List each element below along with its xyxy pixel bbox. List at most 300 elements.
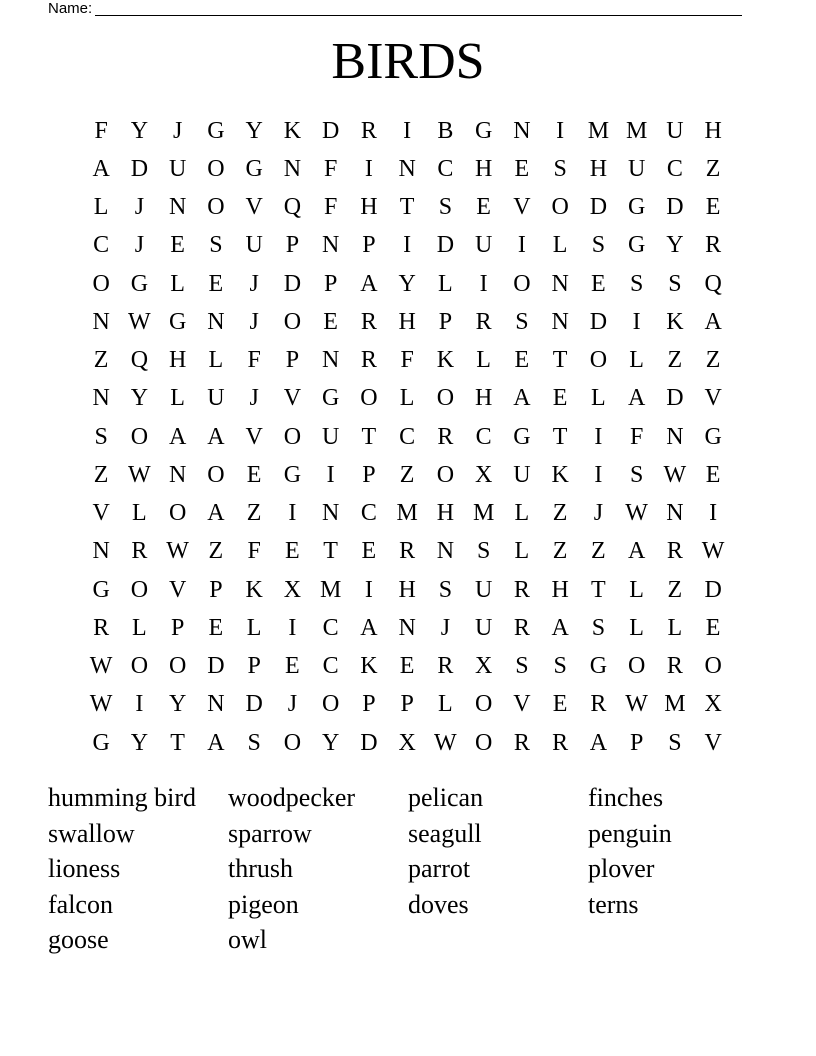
grid-letter: N [92,308,110,335]
grid-letter: D [207,653,225,680]
grid-letter: K [245,576,263,603]
grid-letter: J [249,308,259,335]
grid-letter: F [323,155,338,182]
grid-letter: N [513,117,531,144]
grid-letter: A [207,729,225,756]
grid-letter: R [705,232,722,259]
grid-letter: U [168,155,187,182]
grid-letter: A [513,385,531,412]
word-bank-item: woodpecker [228,783,356,812]
grid-letter: R [513,729,530,756]
grid-letter: O [360,385,378,412]
grid-letter: D [130,155,149,182]
grid-letter: W [128,308,151,335]
grid-letter: V [704,729,722,756]
grid-letter: S [668,270,682,297]
grid-letter: J [134,232,145,259]
grid-letter: Z [591,538,606,565]
grid-letter: E [552,385,568,412]
grid-letter: Z [246,500,262,527]
grid-letter: S [476,538,491,565]
grid-letter: I [326,461,335,488]
grid-letter: V [92,500,110,527]
grid-letter: X [474,461,493,488]
grid-letter: E [285,653,300,680]
grid-letter: G [321,385,340,412]
grid-letter: M [396,500,418,527]
word-bank-item: owl [228,925,267,954]
grid-letter: E [705,614,721,641]
grid-letter: J [287,691,298,718]
grid-letter: R [666,653,683,680]
grid-letter: R [513,614,530,641]
grid-letter: T [552,423,568,450]
grid-letter: S [591,614,606,641]
word-bank-item: pelican [408,783,484,812]
grid-letter: Z [667,576,683,603]
grid-letter: E [361,538,377,565]
grid-letter: Q [704,270,722,297]
word-bank-item: finches [588,783,664,812]
grid-letter: S [515,308,529,335]
grid-letter: S [438,194,453,221]
grid-letter: L [629,576,644,603]
word-bank-item: thrush [228,854,293,883]
grid-letter: E [323,308,338,335]
grid-letter: W [89,691,113,718]
grid-letter: A [704,308,722,335]
grid-letter: V [245,423,263,450]
grid-letter: N [436,538,455,565]
grid-letter: G [92,576,110,603]
grid-letter: K [551,461,569,488]
word-bank-item: sparrow [228,818,312,848]
grid-letter: U [245,232,263,259]
grid-letter: L [591,385,606,412]
grid-letter: I [517,232,526,259]
grid-letter: Y [245,117,263,144]
grid-letter: P [629,729,644,756]
grid-letter: G [207,117,225,144]
grid-letter: O [321,691,340,718]
grid-letter: O [474,729,493,756]
grid-letter: P [170,614,185,641]
grid-letter: O [130,653,149,680]
grid-letter: L [170,270,185,297]
grid-letter: N [283,155,302,182]
grid-letter: Y [130,117,149,144]
grid-letter: P [247,653,261,680]
grid-letter: I [288,614,297,641]
grid-letter: G [92,729,110,756]
grid-letter: S [438,576,453,603]
grid-letter: H [436,500,455,527]
grid-letter: X [704,691,722,718]
grid-letter: P [362,232,376,259]
grid-letter: E [705,194,721,221]
grid-letter: P [362,691,376,718]
name-underline [95,1,742,16]
grid-letter: O [627,653,646,680]
grid-letter: S [553,155,567,182]
grid-letter: O [589,347,608,374]
grid-letter: E [476,194,491,221]
grid-letter: N [168,461,187,488]
grid-letter: U [474,576,493,603]
grid-letter: S [247,729,261,756]
grid-letter: U [666,117,684,144]
grid-letter: S [209,232,223,259]
grid-letter: N [207,308,225,335]
grid-letter: L [552,232,568,259]
grid-letter: C [93,232,110,259]
grid-letter: R [399,538,416,565]
grid-letter: U [474,614,493,641]
grid-letter: W [625,500,648,527]
grid-letter: U [627,155,646,182]
letter-grid [82,112,732,762]
grid-letter: D [666,194,684,221]
grid-letter: O [207,194,225,221]
grid-letter: I [364,576,373,603]
grid-letter: R [360,308,377,335]
grid-letter: I [709,500,718,527]
grid-letter: L [208,347,224,374]
grid-letter: R [552,729,569,756]
grid-letter: J [134,194,145,221]
grid-letter: E [246,461,262,488]
grid-letter: X [398,729,416,756]
word-bank-item: humming bird [48,783,197,812]
grid-letter: C [475,423,492,450]
grid-letter: L [93,194,109,221]
grid-letter: O [168,500,187,527]
grid-letter: A [627,538,646,565]
grid-letter: K [360,653,378,680]
grid-letter: G [704,423,722,450]
grid-letter: G [513,423,531,450]
grid-letter: R [590,691,607,718]
grid-letter: H [551,576,569,603]
grid-letter: I [288,500,297,527]
grid-letter: E [552,691,568,718]
grid-letter: W [701,538,725,565]
grid-letter: J [440,614,451,641]
grid-letter: O [130,423,149,450]
grid-letter: T [170,729,185,756]
grid-letter: S [515,653,529,680]
grid-letter: N [92,538,110,565]
grid-letter: H [398,308,416,335]
grid-letter: W [166,538,189,565]
grid-letter: A [92,155,110,182]
grid-letter: P [285,232,300,259]
grid-letter: E [208,614,224,641]
grid-letter: Q [283,194,302,221]
grid-letter: L [629,614,644,641]
grid-letter: G [627,232,646,259]
grid-letter: O [207,461,225,488]
name-label: Name: [48,0,93,17]
grid-letter: Y [398,270,416,297]
word-bank-item: parrot [408,854,471,883]
grid-letter: N [321,500,340,527]
grid-letter: L [476,347,491,374]
grid-letter: D [321,117,340,144]
word-bank-item: goose [48,925,109,954]
grid-letter: U [321,423,340,450]
grid-letter: E [705,461,721,488]
grid-letter: D [436,232,455,259]
word-bank-item: seagull [408,818,482,848]
grid-letter: L [399,385,415,412]
grid-letter: N [207,691,225,718]
grid-letter: D [283,270,302,297]
grid-letter: T [399,194,415,221]
grid-letter: W [663,461,687,488]
grid-letter: D [360,729,378,756]
grid-letter: O [551,194,569,221]
grid-letter: O [513,270,531,297]
grid-letter: M [664,691,686,718]
grid-letter: T [591,576,606,603]
grid-letter: A [168,423,187,450]
grid-letter: N [321,347,340,374]
grid-letter: R [360,117,377,144]
grid-letter: J [172,117,183,144]
grid-letter: O [207,155,225,182]
grid-letter: M [472,500,495,527]
grid-letter: E [170,232,185,259]
grid-letter: I [556,117,565,144]
grid-letter: I [364,155,373,182]
grid-letter: U [207,385,225,412]
grid-letter: M [587,117,610,144]
grid-letter: G [245,155,263,182]
grid-letter: Z [705,347,721,374]
grid-letter: Z [667,347,683,374]
grid-letter: P [438,308,453,335]
grid-letter: O [168,653,187,680]
grid-letter: I [135,691,144,718]
grid-letter: J [593,500,604,527]
grid-letter: F [247,538,261,565]
grid-letter: Y [321,729,340,756]
grid-letter: R [437,423,454,450]
grid-letter: H [474,155,493,182]
word-bank-item: swallow [48,818,135,848]
grid-letter: C [322,653,339,680]
grid-letter: H [589,155,608,182]
grid-letter: O [130,576,149,603]
grid-letter: A [207,500,225,527]
grid-letter: S [591,232,606,259]
grid-letter: S [629,461,644,488]
grid-letter: E [399,653,415,680]
grid-letter: N [666,500,684,527]
grid-letter: Z [552,500,568,527]
name-field [48,0,742,18]
grid-letter: G [130,270,149,297]
grid-letter: I [632,308,641,335]
grid-letter: D [245,691,263,718]
grid-letter: E [591,270,606,297]
grid-letter: B [437,117,454,144]
grid-letter: G [168,308,187,335]
grid-letter: X [283,576,302,603]
grid-letter: Z [705,155,721,182]
grid-letter: Y [130,385,149,412]
word-bank-item: pigeon [228,889,299,919]
grid-letter: O [474,691,493,718]
grid-letter: G [589,653,608,680]
grid-letter: C [322,614,339,641]
grid-letter: K [283,117,302,144]
grid-letter: F [94,117,108,144]
grid-letter: N [168,194,187,221]
grid-letter: I [403,117,412,144]
grid-letter: I [403,232,412,259]
word-bank-item: penguin [588,818,672,848]
grid-letter: F [400,347,414,374]
grid-letter: R [475,308,492,335]
grid-letter: L [438,270,453,297]
grid-letter: S [629,270,644,297]
grid-letter: V [245,194,263,221]
grid-letter: K [666,308,684,335]
grid-letter: A [551,614,569,641]
grid-letter: N [666,423,684,450]
grid-letter: L [438,691,453,718]
grid-letter: R [93,614,110,641]
grid-letter: S [553,653,567,680]
grid-letter: O [283,423,302,450]
grid-letter: J [249,385,259,412]
grid-letter: T [323,538,338,565]
grid-letter: S [94,423,108,450]
grid-letter: E [208,270,224,297]
grid-letter: H [704,117,722,144]
grid-letter: G [627,194,646,221]
grid-letter: L [629,347,644,374]
grid-letter: D [589,194,608,221]
grid-letter: Z [399,461,415,488]
grid-letter: D [589,308,608,335]
grid-letter: F [323,194,338,221]
grid-letter: E [514,347,530,374]
grid-letter: N [551,308,569,335]
grid-letter: N [551,270,569,297]
grid-letter: E [285,538,300,565]
grid-letter: Y [168,691,187,718]
page-title: BIRDS [331,33,485,90]
grid-letter: P [400,691,414,718]
grid-letter: R [360,347,377,374]
grid-letter: X [474,653,493,680]
grid-letter: L [514,500,530,527]
grid-letter: V [283,385,302,412]
grid-letter: I [594,423,603,450]
grid-letter: O [92,270,110,297]
grid-letter: R [513,576,530,603]
grid-letter: U [513,461,531,488]
grid-letter: F [247,347,261,374]
grid-letter: L [667,614,683,641]
grid-letter: O [283,729,302,756]
grid-letter: L [132,500,147,527]
grid-letter: W [434,729,457,756]
grid-letter: R [131,538,148,565]
grid-letter: N [398,614,416,641]
grid-letter: L [132,614,147,641]
grid-letter: I [479,270,488,297]
grid-letter: P [209,576,223,603]
grid-letter: C [399,423,416,450]
word-bank-item: falcon [48,889,113,919]
grid-letter: Y [130,729,149,756]
grid-letter: A [360,270,378,297]
grid-letter: W [128,461,151,488]
grid-letter: G [283,461,302,488]
grid-letter: V [513,194,531,221]
grid-letter: L [514,538,530,565]
word-bank-item: lioness [48,854,121,883]
grid-letter: U [474,232,493,259]
grid-letter: F [629,423,644,450]
grid-letter: O [704,653,722,680]
grid-letter: R [666,538,683,565]
grid-letter: M [625,117,648,144]
grid-letter: N [92,385,110,412]
grid-letter: O [436,461,455,488]
grid-letter: N [321,232,340,259]
grid-letter: A [589,729,608,756]
word-bank-item: plover [588,854,655,883]
grid-letter: H [398,576,416,603]
grid-letter: D [704,576,722,603]
grid-letter: E [514,155,530,182]
grid-letter: O [436,385,455,412]
grid-letter: W [625,691,648,718]
grid-letter: A [627,385,646,412]
grid-letter: J [249,270,259,297]
grid-letter: P [362,461,376,488]
grid-letter: Q [130,347,149,374]
grid-letter: P [285,347,300,374]
grid-letter: T [361,423,377,450]
grid-letter: G [474,117,493,144]
grid-letter: L [170,385,185,412]
grid-letter: A [207,423,225,450]
grid-letter: Y [666,232,684,259]
word-bank-item: terns [588,889,639,919]
grid-letter: V [704,385,722,412]
grid-letter: Z [93,347,109,374]
grid-letter: A [360,614,378,641]
grid-letter: D [666,385,684,412]
grid-letter: H [474,385,493,412]
grid-letter: Z [208,538,224,565]
grid-letter: Z [93,461,109,488]
grid-letter: I [594,461,603,488]
grid-letter: Z [552,538,568,565]
grid-letter: M [319,576,342,603]
grid-letter: W [89,653,113,680]
grid-letter: N [398,155,416,182]
grid-letter: O [283,308,302,335]
grid-letter: V [168,576,187,603]
grid-letter: V [513,691,531,718]
